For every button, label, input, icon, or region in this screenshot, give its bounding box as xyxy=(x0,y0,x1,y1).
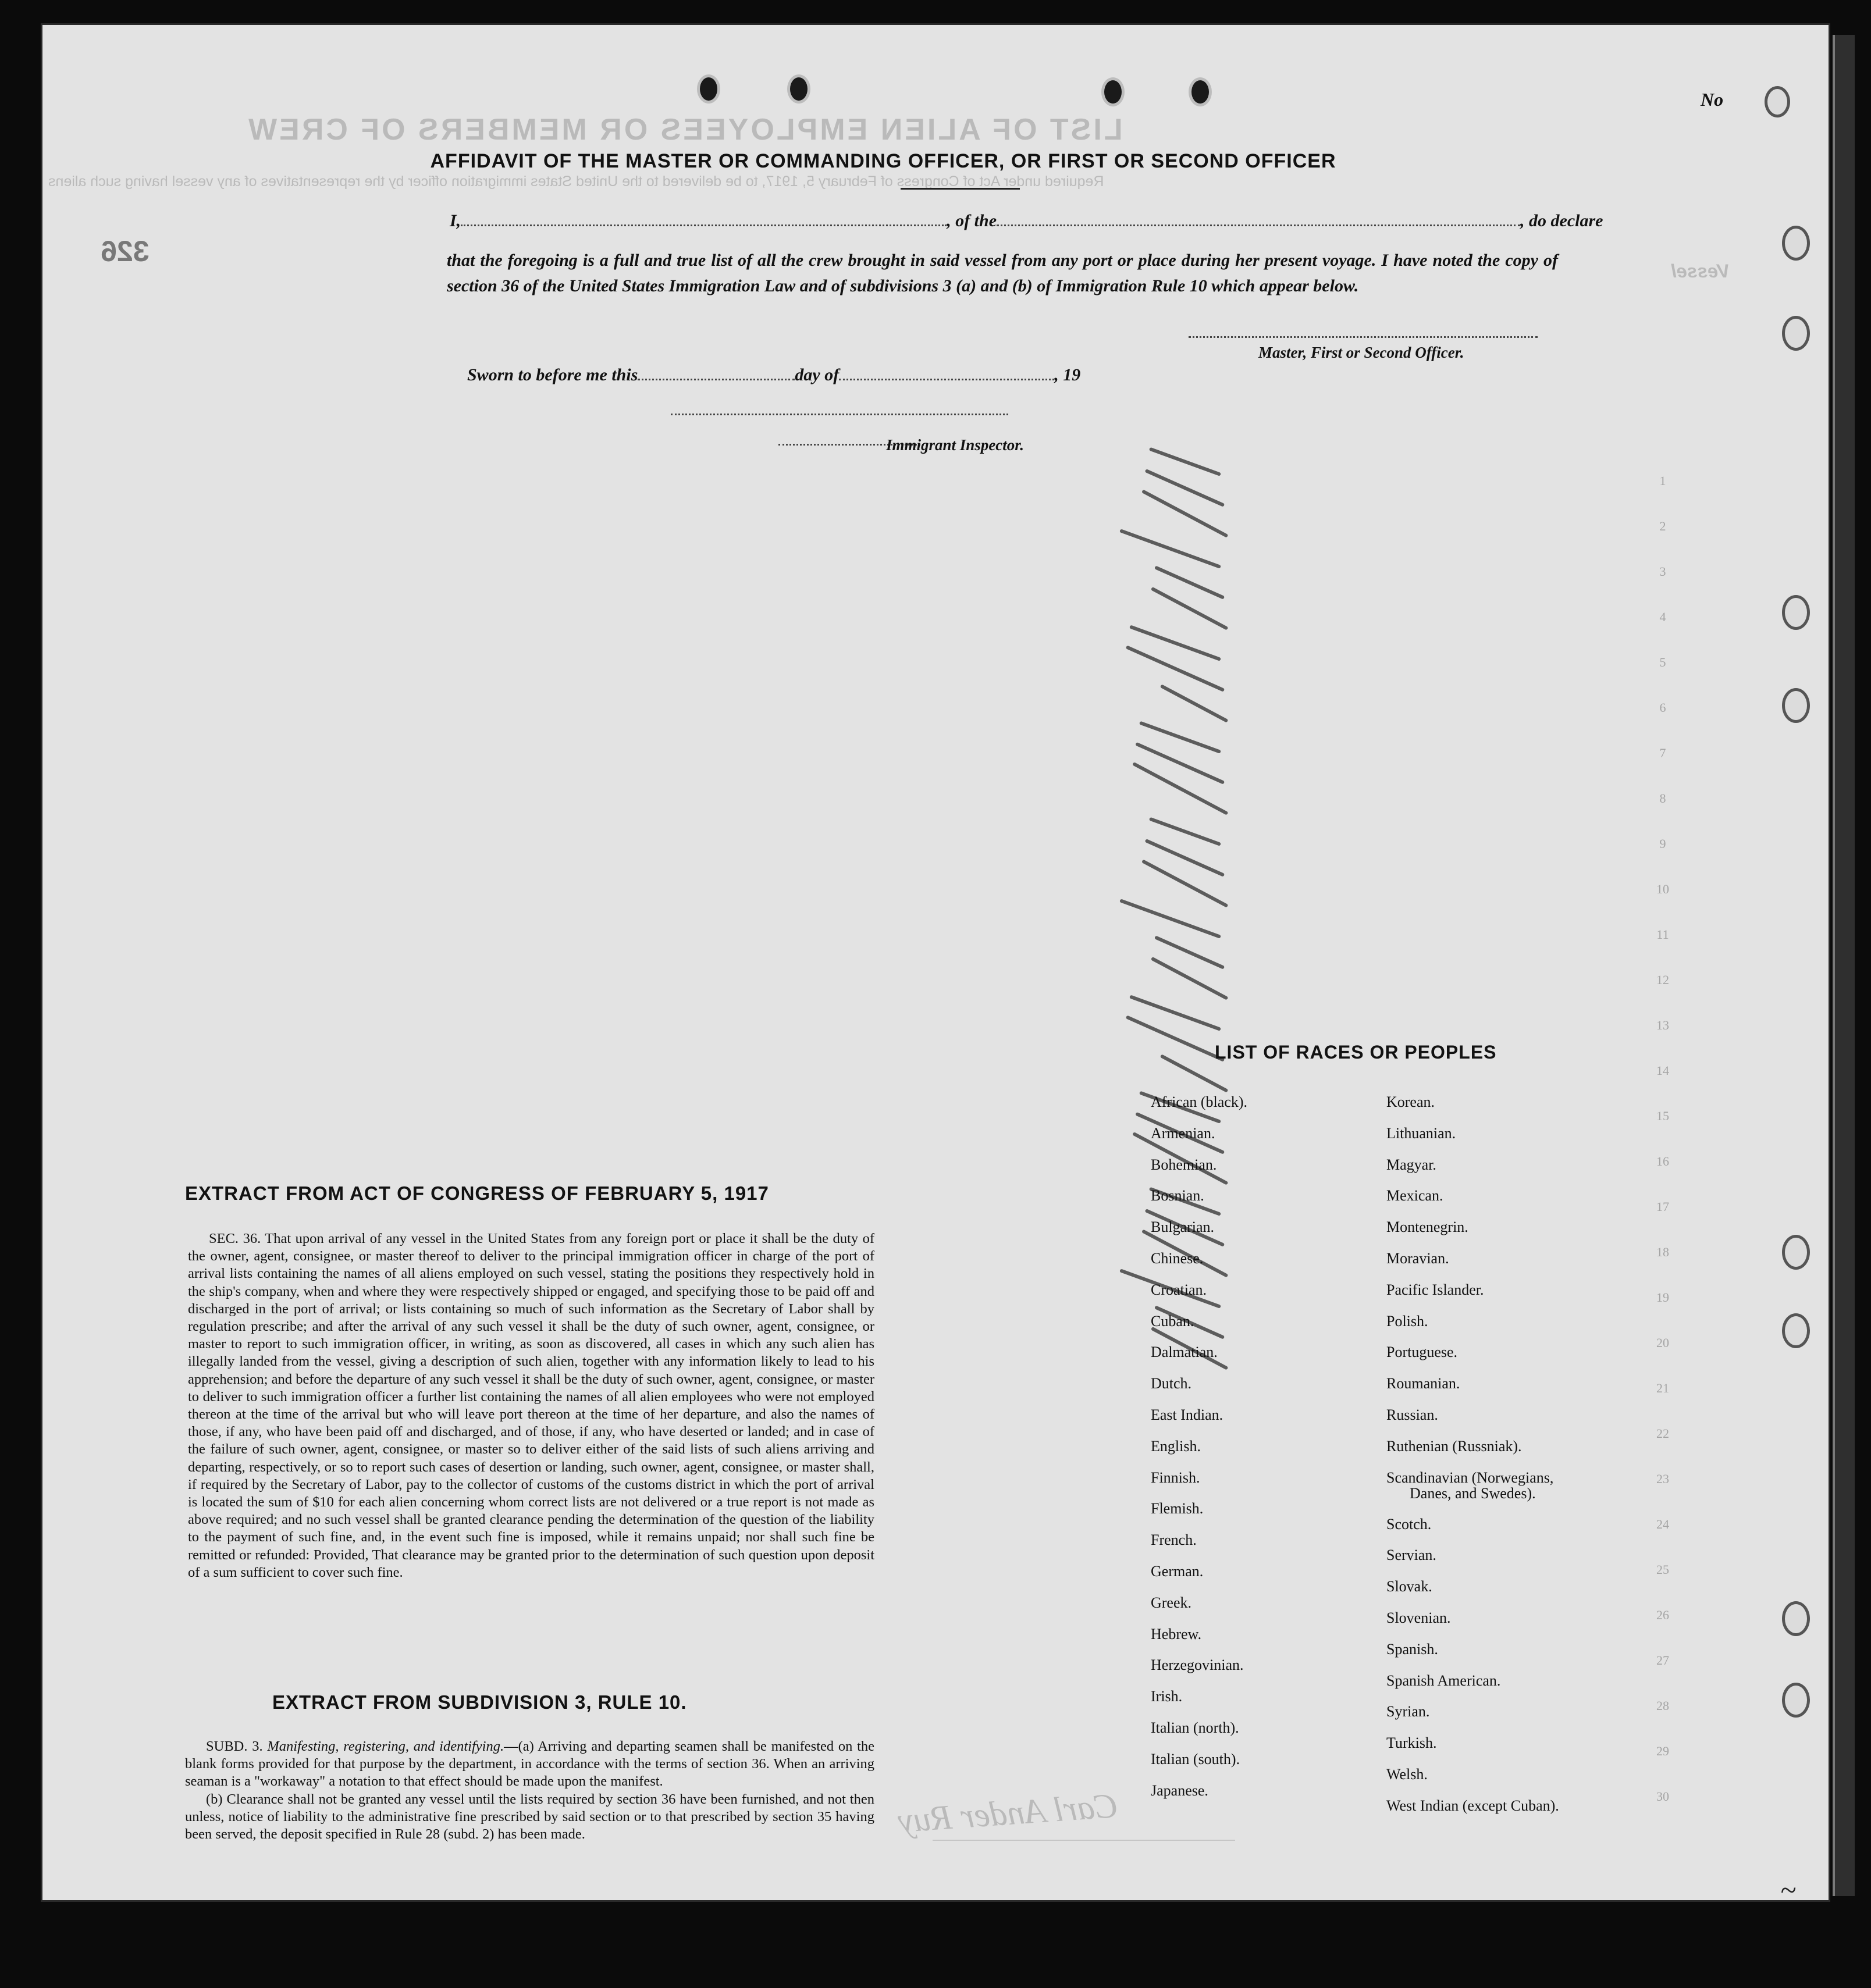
race-item: Armenian. xyxy=(1151,1124,1215,1142)
race-item: Welsh. xyxy=(1386,1765,1428,1783)
rule-extract-text xyxy=(185,1738,874,1843)
tick-mark xyxy=(1141,489,1228,537)
race-item: Herzegovinian. xyxy=(1151,1656,1244,1674)
bleed-through-vessel-label: Vessel xyxy=(1671,261,1730,282)
inspector-signature-line[interactable] xyxy=(671,414,1008,415)
race-item: African (black). xyxy=(1151,1093,1248,1110)
race-item: Korean. xyxy=(1386,1093,1435,1110)
sworn-month-field[interactable] xyxy=(839,366,1054,380)
bleed-through-header: LIST OF ALIEN EMPLOYEES OR MEMBERS OF CREW xyxy=(246,113,1123,147)
race-item: Hebrew. xyxy=(1151,1625,1202,1643)
race-item: Scandinavian (Norwegians, xyxy=(1386,1469,1554,1486)
race-item: German. xyxy=(1151,1562,1204,1580)
race-item: East Indian. xyxy=(1151,1406,1223,1423)
title-underline xyxy=(901,188,1020,190)
race-item: Portuguese. xyxy=(1386,1344,1458,1361)
race-item: Croatian. xyxy=(1151,1281,1207,1298)
race-item: Russian. xyxy=(1386,1406,1438,1423)
manifest-page-back xyxy=(41,23,1830,1902)
race-item: Italian (north). xyxy=(1151,1719,1239,1736)
race-item: Bosnian. xyxy=(1151,1187,1204,1205)
tick-mark xyxy=(1119,899,1221,939)
race-item: Spanish. xyxy=(1386,1640,1438,1658)
declare-label: , do declare xyxy=(1520,211,1603,230)
day-of-label: day of xyxy=(795,365,840,384)
binder-ring-icon xyxy=(1782,688,1810,723)
race-item: Magyar. xyxy=(1386,1156,1436,1173)
race-item: Servian. xyxy=(1386,1547,1436,1564)
tick-mark xyxy=(1149,447,1221,476)
tick-mark xyxy=(1160,684,1229,722)
declarant-name-field[interactable] xyxy=(461,212,947,226)
bleed-through-page-number: 326 xyxy=(101,235,150,268)
race-item: Moravian. xyxy=(1386,1249,1449,1267)
race-item: Bohemian. xyxy=(1151,1156,1217,1173)
pencil-annotation: Carl Ander Ruy xyxy=(897,1786,1119,1840)
sworn-label: Sworn to before me this xyxy=(467,365,638,384)
binder-ring-icon xyxy=(1782,1313,1810,1348)
binder-ring-icon xyxy=(1782,595,1810,630)
declaration-line xyxy=(450,211,1603,231)
race-item: Bulgarian. xyxy=(1151,1219,1215,1236)
race-item: Scotch. xyxy=(1386,1515,1432,1533)
race-item: Polish. xyxy=(1386,1312,1428,1330)
tick-mark xyxy=(1145,839,1225,877)
officer-signature-label: Master, First or Second Officer. xyxy=(1258,344,1464,361)
race-item: Dutch. xyxy=(1151,1375,1192,1392)
vessel-label: , of the xyxy=(947,211,997,230)
punch-hole-icon xyxy=(787,74,810,104)
race-item: Slovenian. xyxy=(1386,1609,1451,1626)
race-item: Roumanian. xyxy=(1386,1375,1460,1392)
race-item: Chinese. xyxy=(1151,1249,1204,1267)
race-item: Turkish. xyxy=(1386,1734,1437,1752)
race-item: Mexican. xyxy=(1386,1187,1443,1205)
binder-ring-icon xyxy=(1782,1601,1810,1636)
tick-mark xyxy=(1141,859,1228,907)
signature-line[interactable] xyxy=(1189,336,1538,338)
race-item: Finnish. xyxy=(1151,1469,1200,1486)
race-item: French. xyxy=(1151,1531,1197,1549)
affidavit-title: AFFIDAVIT OF THE MASTER OR COMMANDING OFFICER, OR FIRST OR SECOND OFFICER xyxy=(430,150,1336,172)
sworn-day-field[interactable] xyxy=(638,366,795,380)
bleed-through-row-numbers: 1 2 3 4 5 6 7 8 9 10 11 12 13 14 15 16 17 18 19 20 21 22 23 24 25 26 27 28 29 30 xyxy=(1656,473,1669,1804)
race-item: Dalmatian. xyxy=(1151,1344,1218,1361)
bleed-through-subheader: Required under Act of Congress of February 5, 1917, to be delivered to the United States immigration officer by the representatives of any vessel having such aliens xyxy=(48,173,1104,190)
rule-extract-title: EXTRACT FROM SUBDIVISION 3, RULE 10. xyxy=(272,1691,687,1713)
binder-ring-icon xyxy=(1782,226,1810,261)
race-item: English. xyxy=(1151,1437,1201,1455)
race-item: Lithuanian. xyxy=(1386,1124,1456,1142)
punch-hole-icon xyxy=(1101,77,1125,106)
race-item: West Indian (except Cuban). xyxy=(1386,1797,1559,1814)
sworn-line xyxy=(467,365,1080,385)
declarant-label: I, xyxy=(450,211,461,230)
tick-mark xyxy=(1119,529,1221,569)
race-item: Flemish. xyxy=(1151,1500,1204,1517)
race-item: Cuban. xyxy=(1151,1312,1194,1330)
race-item: Danes, and Swedes). xyxy=(1410,1484,1536,1502)
tick-mark xyxy=(1126,1015,1225,1061)
race-item: Japanese. xyxy=(1151,1782,1208,1799)
punch-hole-icon xyxy=(1189,77,1212,106)
binder-ring-icon xyxy=(1765,86,1790,117)
tick-mark xyxy=(1145,469,1225,507)
race-item: Pacific Islander. xyxy=(1386,1281,1484,1298)
tick-mark xyxy=(1149,817,1221,846)
affidavit-statement: that the foregoing is a full and true list of all the crew brought in said vessel from any port or place during her present voyage. I have noted the copy of section 36 of the United States Immigration Law and of subdivisions 3 (a) and (b) of Immigration Rule 10 which appear below. xyxy=(447,251,1558,295)
binder-ring-icon xyxy=(1782,1235,1810,1270)
race-item: Irish. xyxy=(1151,1688,1183,1705)
section-36-paragraph: SEC. 36. That upon arrival of any vessel in the United States from any foreign port or place it shall be the duty of the owner, agent, consignee, or master thereof to deliver to the principal immigration officer in charge of the port of arrival lists containing the names of all aliens employed on such vessel, stating the positions they respectively hold in the ship's company, when and where they were respectively shipped or engaged, and specifying those to be paid off and discharged in the port of arrival; or lists containing so much of such information as the Secretary of Labor shall by regulation prescribe; and after the arrival of any such vessel it shall be the duty of such owner, agent, consignee, or master to report to such immigration officer, in writing, as soon as discovered, all cases in which any such alien has illegally landed from the vessel, giving a description of such alien, together with any information likely to lead to his apprehension; and before the departure of any such vessel it shall be the duty of such owner, agent, consignee, or master to deliver to such immigration officer a further list containing the names of all alien employees who were not employed thereon at the time of the arrival but who will leave port thereon at the time of her departure, and also the names of those, if any, who have been paid off and discharged, and of those, if any, who have deserted or landed; and in case of the failure of such owner, agent, consignee, or master so to deliver either of the said lists of such aliens arriving and departing, respectively, or so to report such cases of desertion or landing, such owner, agent, consignee, or master shall, if required by the Secretary of Labor, pay to the collector of customs of the customs district in which the port of arrival is located the sum of $10 for each alien concerning whom correct lists are not delivered or a true report is not made as above required; and no such vessel shall be granted clearance pending the determination of the question of the liability to the payment of such fine, and, in the event such fine is imposed, while it remains unpaid; nor shall such fine be remitted or refunded: Provided, That clearance may be granted prior to the determination of such question upon deposit of a sum sufficient to cover such fine. xyxy=(188,1231,874,1580)
race-item: Greek. xyxy=(1151,1594,1192,1611)
tick-mark xyxy=(1132,762,1228,815)
year-label: , 19 xyxy=(1054,365,1081,384)
races-left-column xyxy=(1151,1086,1247,1806)
binder-ring-icon xyxy=(1782,1683,1810,1718)
bleed-through-footer xyxy=(933,1840,1235,1849)
binder-ring-icon xyxy=(1782,316,1810,351)
vessel-name-field[interactable] xyxy=(997,212,1520,226)
act-extract-title: EXTRACT FROM ACT OF CONGRESS OF FEBRUARY 5, 1917 xyxy=(185,1182,769,1204)
race-item: Syrian. xyxy=(1386,1703,1430,1720)
tick-mark xyxy=(1126,645,1225,692)
race-item: Slovak. xyxy=(1386,1578,1432,1595)
page-edge-shadow xyxy=(1833,35,1855,1896)
immigrant-inspector-label: Immigrant Inspector. xyxy=(886,436,1025,454)
race-item: Montenegrin. xyxy=(1386,1219,1468,1236)
subdivision-b-paragraph: (b) Clearance shall not be granted any vessel until the lists required by section 36 have been furnished, and not then unless, notice of liability to the administrative fine prescribed by said section or to that prescribed by section 35 having been served, the deposit specified in Rule 28 (subd. 2) has been made. xyxy=(185,1791,874,1843)
punch-hole-icon xyxy=(697,74,720,104)
races-right-column xyxy=(1386,1086,1559,1822)
handwritten-mark: ~ xyxy=(1780,1873,1797,1906)
subdivision-a-paragraph: SUBD. 3. Manifesting, registering, and identifying.—(a) Arriving and departing seamen shall be manifested on the blank forms provided for that purpose by the department, in accordance with the terms of section 36. When an arriving seaman is a "workaway" a notation to that effect should be made upon the manifest. xyxy=(185,1738,875,1790)
race-item: Spanish American. xyxy=(1386,1672,1501,1689)
race-item: Italian (south). xyxy=(1151,1750,1240,1768)
race-item: Ruthenian (Russniak). xyxy=(1386,1437,1522,1455)
races-list-title: LIST OF RACES OR PEOPLES xyxy=(1215,1042,1497,1063)
stamp-number-label: No xyxy=(1701,89,1724,110)
act-extract-text xyxy=(188,1230,874,1581)
